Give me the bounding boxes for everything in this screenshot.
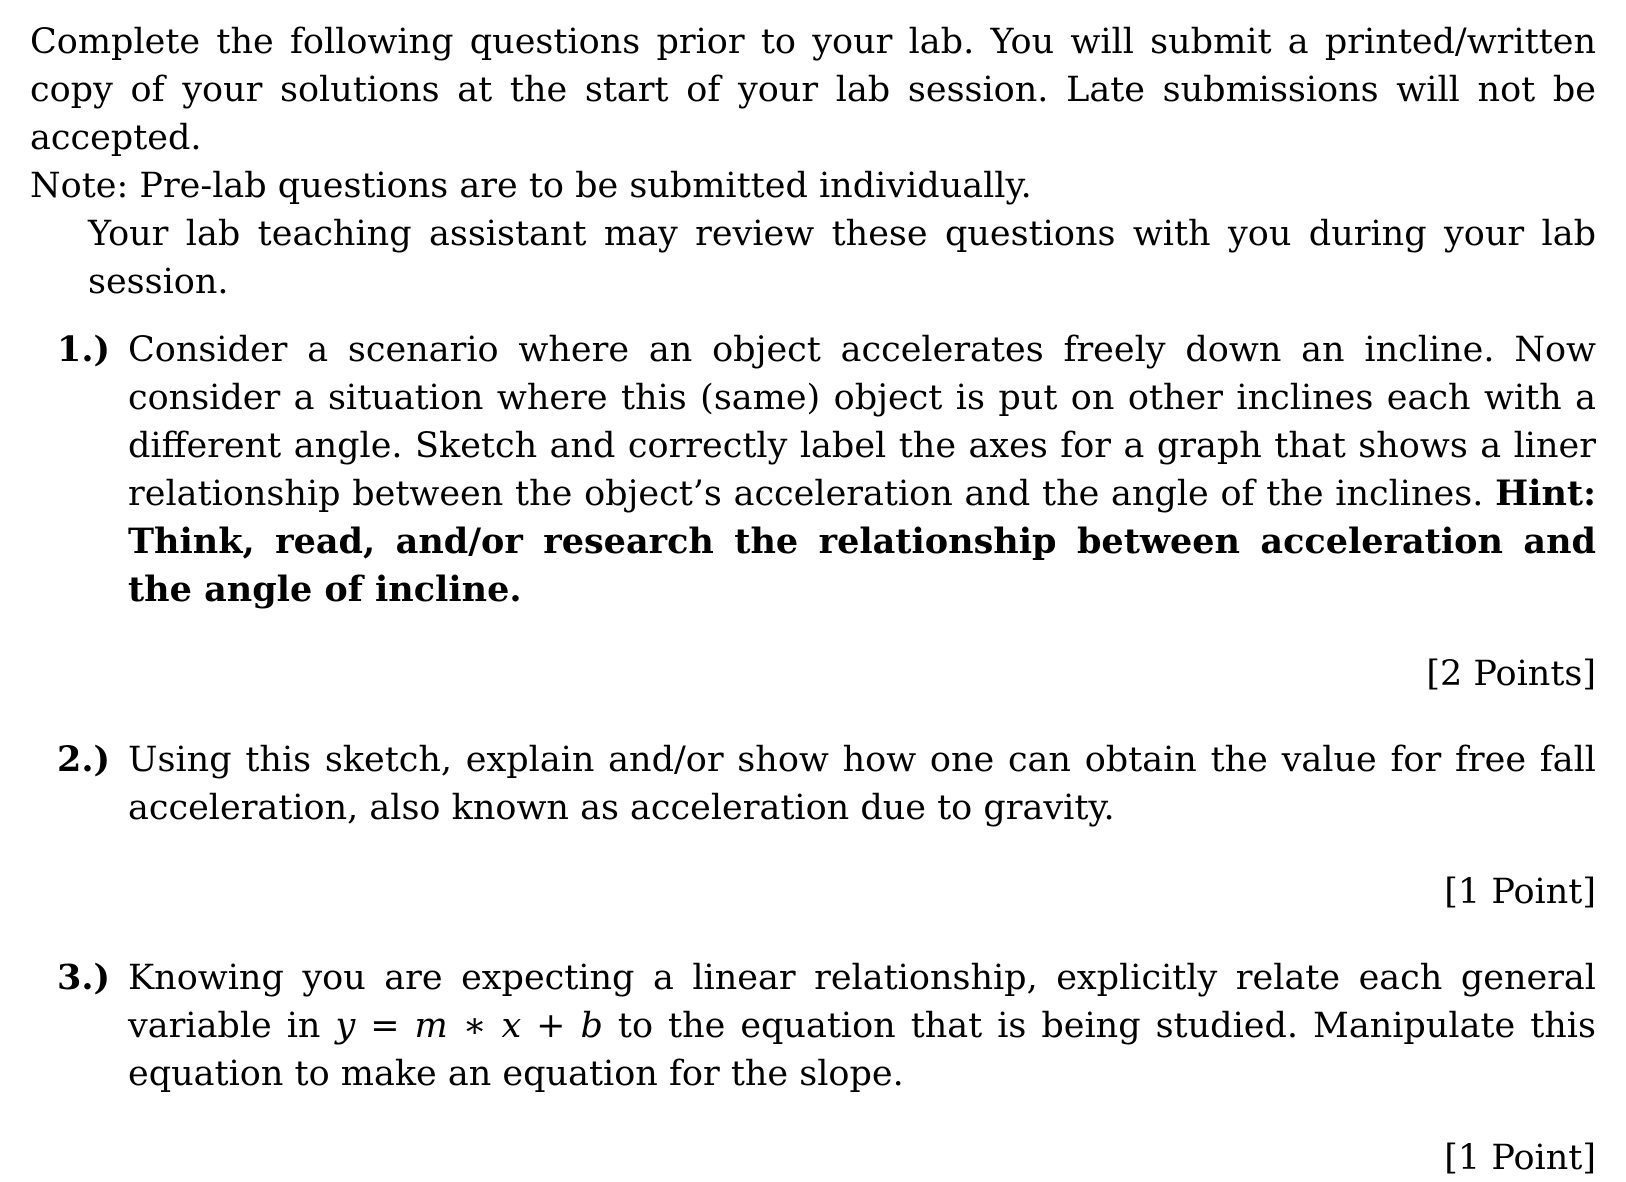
question-3-text-after: to the equation that is being studied. Manipulate this equation to make an equation for the slope. (128, 1006, 1596, 1094)
question-text (128, 326, 1596, 614)
question-3 (30, 954, 1596, 1098)
prelab-document (30, 18, 1596, 1182)
question-1-hint: Hint: Think, read, and/or research the relationship between acceleration and the angle of incline. (128, 473, 1596, 610)
intro-note: Note: Pre-lab questions are to be submitted individually. (30, 166, 1032, 206)
question-2-points: [1 Point] (1444, 872, 1596, 912)
question-3-equation: y = m ∗ x + b (335, 1006, 603, 1046)
question-1-points: [2 Points] (1426, 654, 1596, 694)
question-3-points: [1 Point] (1444, 1138, 1596, 1178)
question-2 (30, 736, 1596, 832)
intro-ta-note: Your lab teaching assistant may review these questions with you during your lab session. (88, 214, 1596, 302)
intro-paragraph (30, 18, 1596, 306)
question-2-text: Using this sketch, explain and/or show how one can obtain the value for free fall acceleration, also known as acceleration due to gravity. (128, 740, 1596, 828)
question-3-body (128, 954, 1596, 1098)
question-number: 1.) (57, 329, 111, 370)
question-1 (30, 326, 1596, 614)
question-1-text: Consider a scenario where an object accelerates freely down an incline. Now consider a situation where this (same) object is put on other inclines each with a different angle. Sketch and correctly label the axes for a graph that shows a liner relationship between the object’s acceleration and the angle of the inclines. (128, 330, 1596, 514)
question-3-text-before: Knowing you are expecting a linear relationship, explicitly relate each general variable in (128, 958, 1596, 1046)
question-number: 3.) (57, 957, 111, 998)
intro-instructions: Complete the following questions prior to your lab. You will submit a printed/written copy of your solutions at the start of your lab session. Late submissions will not be accepted. (30, 22, 1596, 158)
question-number: 2.) (57, 739, 111, 780)
